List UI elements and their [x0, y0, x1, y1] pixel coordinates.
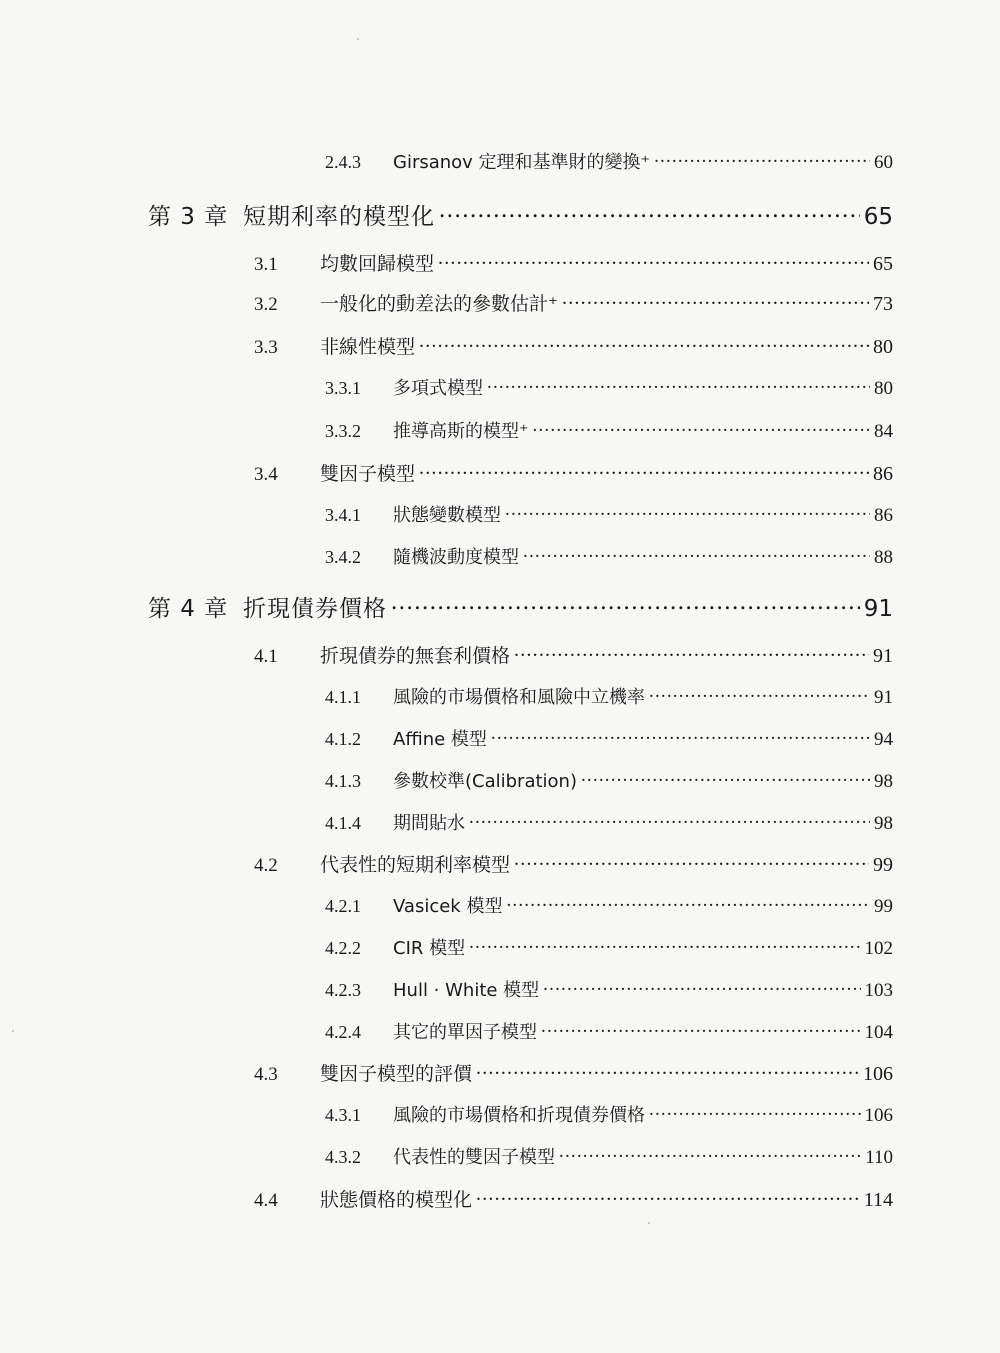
toc-entry-sub — [325, 809, 893, 835]
dot-leader — [514, 851, 869, 871]
paper-speck — [648, 1222, 650, 1224]
toc-entry-title: 狀態變數模型 — [393, 505, 501, 526]
dot-leader — [476, 1060, 859, 1080]
toc-entry-sub — [325, 892, 893, 918]
toc-entry-sub — [325, 543, 893, 569]
toc-entry-title: 折現債券價格 — [243, 596, 387, 622]
toc-entry-page-number: 114 — [863, 1189, 893, 1211]
toc-entry-page-number: 104 — [864, 1022, 893, 1043]
toc-entry-title: Vasicek 模型 — [393, 896, 503, 917]
toc-entry-page-number: 65 — [863, 204, 893, 230]
toc-entry-title: Girsanov 定理和基準財的變換⁺ — [393, 152, 651, 173]
dot-leader — [439, 199, 860, 224]
toc-entry-page-number: 86 — [874, 505, 893, 526]
toc-entry-title: 多項式模型 — [393, 378, 483, 399]
toc-entry-number: 4.1.4 — [325, 813, 361, 833]
toc-entry-number: 3.3 — [254, 337, 278, 358]
dot-leader — [438, 250, 869, 270]
toc-entry-section — [254, 459, 893, 486]
toc-entry-title: Hull · White 模型 — [393, 980, 540, 1001]
dot-leader — [562, 290, 869, 310]
toc-entry-sub — [325, 417, 893, 443]
toc-entry-page-number: 60 — [874, 152, 893, 173]
toc-entry-section — [254, 289, 893, 316]
toc-entry-sub — [325, 976, 893, 1002]
toc-entry-sub — [325, 683, 893, 709]
toc-entry-number: 3.4.1 — [325, 505, 361, 525]
toc-entry-title: 雙因子模型的評價 — [320, 1063, 473, 1085]
toc-entry-number: 4.2.4 — [325, 1022, 361, 1042]
toc-entry-title: 短期利率的模型化 — [243, 204, 435, 230]
dot-leader — [469, 935, 860, 954]
toc-entry-title: 其它的單因子模型 — [393, 1022, 537, 1043]
toc-entry-title: 狀態價格的模型化 — [320, 1189, 473, 1211]
toc-entry-sub — [325, 374, 893, 400]
toc-entry-sub — [325, 934, 893, 960]
toc-entry-number: 3.3.2 — [325, 421, 361, 441]
toc-entry-title: 風險的市場價格和風險中立機率 — [393, 687, 645, 708]
toc-entry-number: 4.2 — [254, 855, 278, 876]
toc-entry-title: 非線性模型 — [320, 336, 416, 358]
toc-entry-title: 推導高斯的模型⁺ — [393, 421, 529, 442]
toc-entry-sub — [325, 725, 893, 751]
toc-entry-page-number: 94 — [874, 729, 893, 750]
toc-entry-page-number: 73 — [873, 293, 893, 315]
dot-leader — [514, 642, 869, 662]
toc-entry-title: 代表性的短期利率模型 — [320, 854, 511, 876]
toc-entry-number: 4.1.1 — [325, 687, 361, 707]
toc-entry-number: 3.4 — [254, 464, 278, 485]
toc-entry-page-number: 98 — [874, 813, 893, 834]
dot-leader — [649, 684, 870, 703]
toc-entry-sub — [325, 1018, 893, 1044]
toc-entry-page-number: 91 — [863, 596, 893, 622]
toc-entry-sub — [325, 767, 893, 793]
dot-leader — [506, 893, 870, 912]
dot-leader — [419, 460, 869, 480]
toc-entry-page-number: 91 — [873, 645, 893, 667]
toc-entry-page-number: 99 — [873, 854, 893, 876]
dot-leader — [505, 502, 870, 521]
toc-entry-section — [254, 1059, 893, 1086]
toc-entry-title: 雙因子模型 — [320, 463, 416, 485]
paper-speck — [12, 1030, 14, 1032]
toc-entry-number: 3.1 — [254, 254, 278, 275]
toc-entry-title: 期間貼水 — [393, 813, 465, 834]
toc-entry-number: 4.1.2 — [325, 729, 361, 749]
toc-entry-number: 4.2.2 — [325, 938, 361, 958]
toc-entry-sub — [325, 148, 893, 174]
toc-entry-number: 4.2.1 — [325, 896, 361, 916]
toc-entry-title: 隨機波動度模型 — [393, 547, 519, 568]
toc-entry-page-number: 106 — [863, 1063, 893, 1085]
dot-leader — [476, 1186, 860, 1206]
toc-entry-number: 3.2 — [254, 294, 278, 315]
toc-entry-number: 4.3.2 — [325, 1147, 361, 1167]
toc-entry-number: 4.3 — [254, 1064, 278, 1085]
toc-entry-page-number: 88 — [874, 547, 893, 568]
dot-leader — [543, 977, 860, 996]
toc-entry-page-number: 86 — [873, 463, 893, 485]
toc-entry-sub — [325, 1143, 893, 1169]
toc-entry-title: 代表性的雙因子模型 — [393, 1147, 555, 1168]
toc-entry-number: 2.4.3 — [325, 152, 361, 172]
toc-entry-page-number: 106 — [864, 1105, 893, 1126]
toc-entry-number: 4.4 — [254, 1190, 278, 1211]
toc-entry-chapter — [148, 590, 893, 623]
toc-entry-section — [254, 641, 893, 668]
toc-entry-number: 第 3 章 — [148, 204, 229, 230]
toc-entry-number: 4.1 — [254, 646, 278, 667]
toc-entry-page-number: 103 — [864, 980, 893, 1001]
toc-entry-section — [254, 249, 893, 276]
dot-leader — [533, 418, 870, 437]
toc-entry-title: 參數校準(Calibration) — [393, 771, 577, 792]
toc-entry-page-number: 102 — [864, 938, 893, 959]
toc-entry-number: 3.3.1 — [325, 378, 361, 398]
toc-entry-chapter — [148, 198, 893, 231]
dot-leader — [419, 333, 869, 353]
dot-leader — [654, 149, 870, 168]
toc-entry-page-number: 99 — [874, 896, 893, 917]
dot-leader — [491, 726, 870, 745]
toc-entry-number: 4.2.3 — [325, 980, 361, 1000]
toc-entry-page-number: 84 — [874, 421, 893, 442]
toc-entry-title: 風險的市場價格和折現債券價格 — [393, 1105, 645, 1126]
toc-entry-number: 4.1.3 — [325, 771, 361, 791]
toc-entry-page-number: 91 — [874, 687, 893, 708]
dot-leader — [487, 375, 870, 394]
dot-leader — [559, 1144, 861, 1163]
toc-entry-section — [254, 850, 893, 877]
toc-entry-page-number: 65 — [873, 253, 893, 275]
dot-leader — [581, 768, 870, 787]
dot-leader — [541, 1019, 861, 1038]
toc-entry-page-number: 98 — [874, 771, 893, 792]
toc-entry-title: 一般化的動差法的參數估計⁺ — [320, 293, 559, 315]
toc-entry-sub — [325, 501, 893, 527]
dot-leader — [391, 591, 860, 616]
dot-leader — [469, 810, 870, 829]
dot-leader — [649, 1102, 861, 1121]
paper-speck — [357, 38, 359, 40]
toc-entry-number: 4.3.1 — [325, 1105, 361, 1125]
toc-entry-number: 第 4 章 — [148, 596, 229, 622]
toc-entry-page-number: 80 — [874, 378, 893, 399]
toc-entry-page-number: 80 — [873, 336, 893, 358]
toc-entry-sub — [325, 1101, 893, 1127]
toc-entry-number: 3.4.2 — [325, 547, 361, 567]
toc-entry-title: Affine 模型 — [393, 729, 487, 750]
toc-entry-section — [254, 332, 893, 359]
dot-leader — [523, 544, 870, 563]
toc-entry-page-number: 110 — [865, 1147, 893, 1168]
toc-entry-title: 折現債券的無套利價格 — [320, 645, 511, 667]
toc-entry-section — [254, 1185, 893, 1212]
toc-entry-title: CIR 模型 — [393, 938, 466, 959]
toc-entry-title: 均數回歸模型 — [320, 253, 435, 275]
